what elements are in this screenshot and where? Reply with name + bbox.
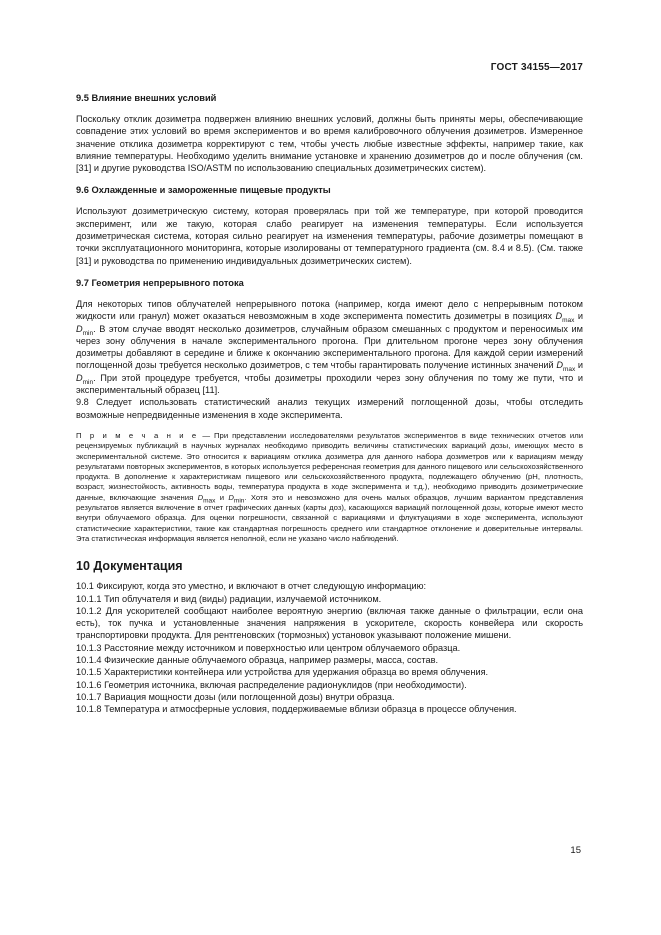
note-text: При представлении исследователями результатов экспериментов в виде технических отчетов или рецензируемых публикаций в научных журналах необходимо приводить величины статистических вариаций дозы, имеющих место в экспериментальной системе. Это относится к вариациям отклика дозиметра для данного набора дозиметров или к вариациям между результатами повторных экспериментов, в которых используется референсная геометрия для данного пищевого или сельскохозяйственного продукта. В дополнение к характеристикам пищевого или сельскохозяйственного продукта, подлежащего облучению (рН, плотность, возраст, жизнестойкость, активность воды, температура продукта в ходе эксперимента и т.д.), необходимо приводить дозиметрические данные, включающие значения bbox=[76, 430, 583, 502]
list-item: 10.1.1 Тип облучателя и вид (виды) радиации, излучаемой источником. bbox=[76, 593, 382, 604]
symbol-d: D bbox=[76, 372, 83, 383]
text-run: и bbox=[575, 360, 584, 371]
page-content bbox=[76, 92, 583, 715]
list-item: 10.1.4 Физические данные облучаемого образца, например размеры, масса, состав. bbox=[76, 654, 439, 665]
subscript-min: min bbox=[233, 497, 245, 505]
section-title: 10 Документация bbox=[76, 559, 183, 574]
section-title: 9.7 Геометрия непрерывного потока bbox=[76, 277, 244, 288]
note-dash: — bbox=[198, 430, 215, 440]
list-item: 10.1.5 Характеристики контейнера или устройства для удержания образца во время облучения. bbox=[76, 667, 489, 678]
paragraph-text: Используют дозиметрическую систему, которая проверялась при той же температуре, при которой проводится эксперимент, или же такую, которая слабо реагирует на изменения температуры. Если используется дозиметрическая система, которая сильно реагирует на изменения температуры, рабочие дозиметры помещают в точки эксплуатационного мониторинга, которые изолированы от температурного градиента (см. 8.4 и 8.5). (См. также [31] и руководства по применению индивидуальных дозиметрических систем). bbox=[76, 206, 583, 266]
note-text: . Хотя это и невозможно для очень малых образцов, лучшим вариантом представления результатов является включение в отчет графических данных (карты доз), касающихся вариаций поглощенной дозы, которые имеют место внутри облучаемого образца. Для оценки погрешности, связанной с вариациями и флуктуациями в ходе эксперимента, используют статистические характеристики, такие как стандартная погрешность среднего или стандартное отклонение и доверительные интервалы. Эта статистическая информация является неполной, если не указано число наблюдений. bbox=[76, 492, 584, 543]
subscript-min: min bbox=[82, 378, 94, 386]
list-item: 10.1 Фиксируют, когда это уместно, и включают в отчет следующую информацию: bbox=[76, 581, 427, 592]
paragraph bbox=[76, 205, 583, 266]
section-10 bbox=[76, 558, 583, 715]
list-item: 10.1.7 Вариация мощности дозы (или поглощенной дозы) внутри образца. bbox=[76, 691, 395, 702]
paragraph bbox=[76, 298, 583, 396]
page-number: 15 bbox=[570, 845, 581, 856]
paragraph-text: 9.8 Следует использовать статистический анализ текущих измерений поглощенной дозы, чтобы отследить возможные непредвиденные изменения в ходе эксперимента. bbox=[76, 397, 583, 420]
subscript-max: max bbox=[562, 366, 576, 374]
symbol-d: D bbox=[228, 492, 234, 502]
section-9-7 bbox=[76, 277, 583, 421]
list-item: 10.1.3 Расстояние между источником и поверхностью или центром облучаемого образца. bbox=[76, 642, 461, 653]
symbol-d: D bbox=[197, 492, 204, 502]
section-title: 9.5 Влияние внешних условий bbox=[76, 93, 217, 103]
paragraph bbox=[76, 396, 583, 421]
paragraph bbox=[76, 113, 583, 174]
section-title: 9.6 Охлажденные и замороженные пищевые продукты bbox=[76, 185, 331, 196]
text-run: . При этой процедуре требуется, чтобы дозиметры проходили через зону облучения по тому же пути, что и экспериментальный образец [11]. bbox=[76, 372, 583, 396]
text-run: . В этом случае вводят несколько дозиметров, случайным образом смешанных с продуктом и переносимых им через зону облучения в начале экспериментального прогона. При длительном прогоне через зону облучения дозиметры добавляют в середине и ближе к окончанию экспериментального прогона. Для каждой серии измерений поглощенной дозы требуется несколько дозиметров, с тем чтобы гарантировать получение истинных значений bbox=[76, 323, 583, 371]
list-item: 10.1.6 Геометрия источника, включая распределение радионуклидов (при необходимости). bbox=[76, 679, 467, 690]
symbol-d: D bbox=[76, 323, 83, 334]
text-run: Для некоторых типов облучателей непрерывного потока (например, когда имеют дело с непрерывным потоком жидкости или гранул) может оказаться невозможным в ходе эксперимента поместить дозиметры в позициях bbox=[76, 298, 583, 322]
subscript-max: max bbox=[203, 497, 216, 505]
text-run: и bbox=[215, 492, 229, 502]
section-9-6 bbox=[76, 184, 583, 266]
list-item: 10.1.8 Температура и атмосферные условия, поддерживаемые вблизи образца в процессе облучения. bbox=[76, 704, 517, 715]
text-run: и bbox=[574, 311, 583, 322]
documentation-list bbox=[76, 580, 583, 715]
section-9-5 bbox=[76, 92, 583, 174]
note-label: П р и м е ч а н и е bbox=[76, 430, 199, 440]
standard-header: ГОСТ 34155—2017 bbox=[490, 62, 583, 73]
note-block bbox=[76, 431, 583, 544]
subscript-min: min bbox=[82, 329, 94, 337]
paragraph-text: Поскольку отклик дозиметра подвержен влиянию внешних условий, должны быть приняты меры, обеспечивающие совпадение этих условий во время экспериментов и во время калибровочного облучения дозиметров. Измеренное значение отклика дозиметра корректируют с тем, чтобы учесть любые известные эффекты, например такие, как влияние температуры. Необходимо уделить внимание установке и хранению дозиметров до и после облучения (см. [31] и другие руководства ISO/ASTM по использованию специальных дозиметрических систем). bbox=[76, 114, 583, 174]
symbol-d: D bbox=[556, 360, 563, 371]
symbol-d: D bbox=[555, 311, 563, 322]
subscript-max: max bbox=[562, 317, 575, 325]
list-item: 10.1.2 Для ускорителей сообщают наиболее вероятную энергию (включая также данные о фильтрации, если она есть), ток пучка и установленные значения напряжения в ускорителе, скорость конвейера или скорость транспортировки продукта. Для рентгеновских (тормозных) установок указывают положение мишени. bbox=[76, 605, 583, 641]
